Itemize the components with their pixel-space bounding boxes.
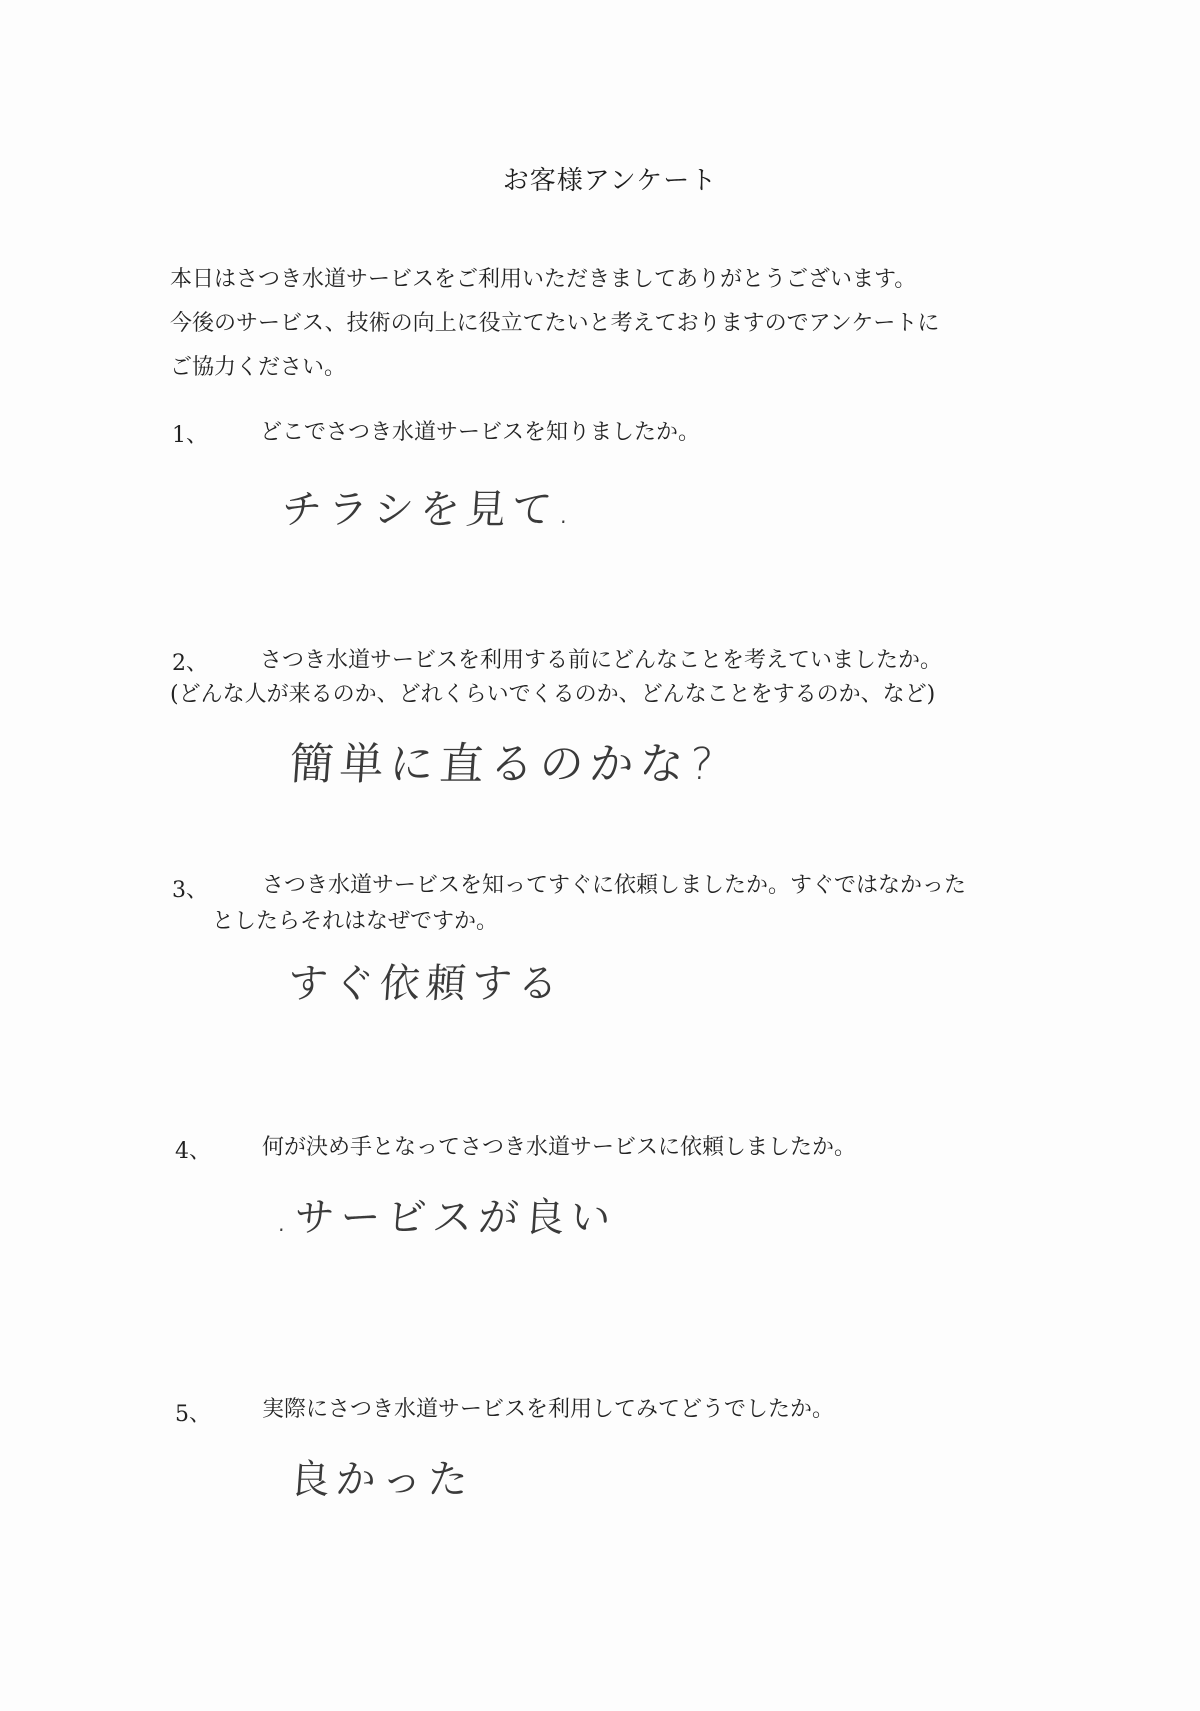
question-4-answer: .サービスが良い bbox=[274, 1195, 619, 1241]
question-3-answer: すぐ依頼する bbox=[286, 961, 566, 1007]
question-2-number: 2、 bbox=[172, 651, 208, 676]
intro-line: ご協力ください。 bbox=[170, 355, 347, 380]
question-5-number: 5、 bbox=[175, 1402, 211, 1427]
question-4-text: 何が決め手となってさつき水道サービスに依頼しましたか。 bbox=[262, 1135, 857, 1160]
question-5-answer: 良かった bbox=[288, 1457, 476, 1503]
intro-paragraph bbox=[170, 258, 1070, 390]
question-2-text: さつき水道サービスを利用する前にどんなことを考えていましたか。 bbox=[260, 648, 943, 673]
page-title: お客様アンケート bbox=[502, 166, 718, 196]
question-3-subtext: としたらそれはなぜですか。 bbox=[212, 909, 499, 934]
question-5-text: 実際にさつき水道サービスを利用してみてどうでしたか。 bbox=[262, 1397, 835, 1422]
question-3-text: さつき水道サービスを知ってすぐに依頼しましたか。すぐではなかった bbox=[262, 873, 967, 898]
question-1-answer: チラシを見て. bbox=[280, 487, 579, 533]
question-2-answer: 簡単に直るのかな? bbox=[287, 739, 721, 790]
question-3-number: 3、 bbox=[172, 878, 208, 903]
intro-line: 本日はさつき水道サービスをご利用いただきましてありがとうございます。 bbox=[170, 267, 917, 292]
question-1-text: どこでさつき水道サービスを知りましたか。 bbox=[260, 420, 701, 445]
intro-line: 今後のサービス、技術の向上に役立てたいと考えておりますのでアンケートに bbox=[170, 311, 940, 336]
question-1-number: 1、 bbox=[172, 423, 208, 448]
question-4-number: 4、 bbox=[175, 1139, 211, 1164]
question-2-subtext: (どんな人が来るのか、どれくらいでくるのか、どんなことをするのか、など) bbox=[170, 682, 936, 707]
